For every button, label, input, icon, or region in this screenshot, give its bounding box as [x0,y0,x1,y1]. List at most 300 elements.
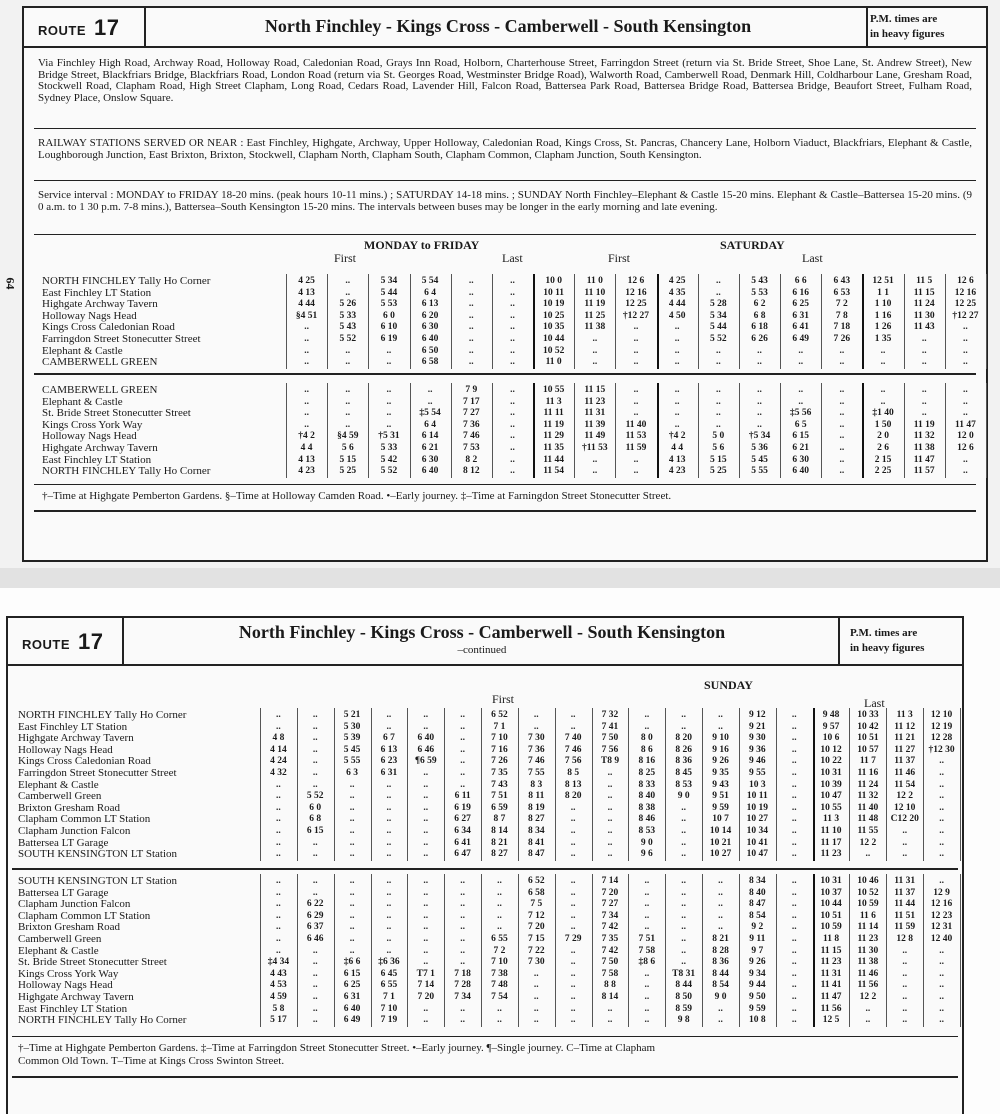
time-cell: .. [939,756,944,767]
time-cell: 12 19 [930,721,953,732]
time-cell: 9 59 [749,1003,766,1014]
time-cell: 11 0 [586,276,603,286]
stop-name: Elephant & Castle [18,778,99,791]
time-cell: 6 40 [343,1003,361,1014]
time-cell: 11 40 [625,419,647,430]
stop-name: Brixton Gresham Road [18,921,121,934]
time-cell: 7 26 [491,756,508,767]
time-cell: 12 9 [933,887,950,898]
time-cell: †5 34 [748,431,771,442]
inbound-times-grid [260,876,960,1028]
time-cell: 6 8 [309,814,322,825]
time-cell: §4 59 [337,431,359,442]
time-cell: 11 44 [894,899,916,910]
time-cell: 11 55 [857,826,879,836]
time-cell: 6 46 [306,934,324,944]
time-cell: .. [533,721,539,732]
time-cell: 7 10 [380,1003,398,1014]
time-cell: .. [349,826,355,836]
time-cell: .. [304,345,309,356]
time-cell: .. [570,876,576,886]
time-cell: .. [839,443,845,453]
time-cell: 8 54 [712,980,729,991]
time-cell: .. [460,721,465,732]
time-cell: .. [386,779,392,790]
time-cell: 5 33 [339,310,357,321]
time-cell: 11 38 [913,443,935,453]
time-cell: 5 45 [343,744,361,755]
stop-name: East Finchley LT Station [18,1002,128,1015]
time-cell: 7 46 [527,756,545,767]
time-cell: 5 53 [380,299,398,310]
time-cell: 11 59 [894,922,916,933]
time-cell: 5 30 [343,721,361,732]
time-cell: .. [276,887,281,898]
time-cell: 10 55 [542,385,565,395]
time-cell: 7 50 [601,957,619,968]
time-cell: 12 6 [957,276,974,286]
time-cell: †11 53 [582,443,608,453]
time-cell: .. [304,357,309,368]
time-cell: 8 36 [675,756,692,767]
time-cell: 8 40 [638,791,656,802]
time-cell: .. [939,945,944,956]
time-cell: 11 6 [859,910,876,921]
time-cell: .. [533,710,539,720]
time-cell: .. [674,334,680,344]
time-cell: .. [718,922,723,933]
divider [12,868,958,870]
time-cell: 7 43 [491,779,508,790]
time-cell: .. [460,957,465,968]
time-cell: 5 17 [270,1015,287,1026]
time-cell: 6 15 [306,826,324,836]
time-cell: 7 46 [564,744,582,755]
stop-name: Brixton Gresham Road [18,801,121,814]
stop-name: St. Bride Street Stonecutter Street [42,407,191,420]
time-cell: 11 23 [857,934,879,944]
column-rule [986,383,987,478]
time-cell: 9 26 [712,756,729,767]
time-cell: 11 54 [543,466,565,477]
time-cell: .. [345,385,351,395]
footnote: †–Time at Highgate Pemberton Gardens. ‡–Time at Farringdon Street Stonecutter Street. •–Early journey. ¶–Single journey. C–Time at Clapham Common Old Town. T–Time at Kings Cross Swinton Street. [18,1042,656,1067]
time-cell: .. [607,1015,613,1026]
mf-heading: MONDAY to FRIDAY [364,238,480,252]
stop-name: SOUTH KENSINGTON LT Station [18,875,178,887]
time-cell: .. [510,357,515,368]
time-cell: 12 6 [957,443,974,453]
time-cell: .. [791,1003,797,1014]
time-cell: †4 2 [298,431,315,442]
time-cell: .. [460,945,465,956]
time-cell: 11 41 [820,980,842,991]
time-cell: 6 58 [421,357,439,368]
time-cell: 6 31 [343,992,361,1002]
time-cell: .. [510,299,515,310]
time-cell: .. [681,957,687,968]
time-cell: 8 44 [712,968,729,979]
time-cell: 8 33 [638,779,656,790]
time-cell: 11 35 [543,443,565,453]
time-cell: 11 27 [894,744,916,755]
time-cell: .. [386,826,392,836]
time-cell: 10 11 [543,287,565,298]
divider [34,128,976,129]
time-cell: .. [349,945,355,956]
time-cell: 12 10 [894,802,916,813]
time-cell: .. [304,396,309,407]
time-cell: 4 23 [668,466,686,477]
time-cell: .. [570,1003,576,1014]
time-cell: .. [839,466,845,477]
time-cell: 4 13 [298,287,315,298]
time-cell: 5 52 [710,334,727,344]
time-cell: .. [570,887,576,898]
time-cell: .. [345,357,351,368]
time-cell: .. [349,849,355,860]
stop-name: Holloway Nags Head [42,430,137,443]
time-cell: 7 14 [417,980,435,991]
time-cell: 7 14 [601,876,619,886]
pm-note: P.M. times are in heavy figures [870,13,945,40]
time-cell: 8 12 [462,466,480,477]
time-cell: T8 31 [672,968,696,979]
time-cell: .. [902,1015,908,1026]
time-cell: .. [423,1003,429,1014]
time-cell: 5 6 [341,443,354,453]
time-cell: .. [592,454,598,465]
time-cell: 12 0 [957,431,974,442]
time-cell: .. [497,876,502,886]
time-cell: 10 33 [857,710,879,720]
time-cell: .. [312,980,318,991]
time-cell: .. [865,1003,871,1014]
time-cell: .. [791,837,797,848]
time-cell: T7 1 [416,968,435,979]
time-cell: ‡4 34 [267,957,290,968]
time-cell: 11 23 [820,957,842,968]
time-cell: .. [386,887,392,898]
time-cell: .. [921,345,927,356]
time-cell: 10 8 [749,1015,766,1026]
time-cell: 10 51 [857,733,879,744]
time-cell: .. [276,945,281,956]
time-cell: 8 6 [640,744,653,755]
time-cell: .. [939,779,944,790]
time-cell: .. [644,887,650,898]
time-cell: 11 30 [913,310,935,321]
stop-name: Clapham Junction Falcon [18,898,131,911]
stop-name: St. Bride Street Stonecutter Street [18,956,167,969]
column-rule [960,874,961,1027]
time-cell: 6 7 [382,733,395,744]
time-cell: 4 44 [298,299,315,310]
time-cell: .. [592,345,598,356]
time-cell: .. [349,791,355,802]
time-cell: 7 50 [601,733,619,744]
time-cell: 6 29 [306,910,324,921]
time-cell: 11 15 [584,385,606,395]
time-cell: 10 59 [820,922,842,933]
time-cell: 11 3 [822,814,840,825]
time-cell: .. [963,466,968,477]
time-cell: .. [570,849,576,860]
time-cell: .. [386,910,392,921]
time-cell: 6 19 [380,334,398,344]
time-cell: .. [674,419,680,430]
time-cell: 10 27 [746,814,769,825]
time-cell: .. [386,791,392,802]
time-cell: .. [633,454,639,465]
time-cell: .. [345,287,351,298]
time-cell: .. [460,934,465,944]
time-cell: 5 44 [380,287,398,298]
time-cell: .. [276,899,281,910]
time-cell: .. [715,357,721,368]
time-cell: .. [460,744,465,755]
time-cell: 6 30 [792,454,809,465]
time-cell: .. [921,396,927,407]
time-cell: 1 16 [874,310,892,321]
time-cell: 11 3 [545,396,562,407]
time-cell: §4 51 [295,310,318,321]
time-cell: 6 16 [792,287,809,298]
time-cell: .. [715,345,721,356]
time-cell: .. [460,779,465,790]
time-cell: .. [468,345,474,356]
time-cell: 9 16 [712,744,729,755]
time-cell: .. [386,934,392,944]
time-cell: 7 41 [601,721,619,732]
time-cell: .. [939,768,944,778]
time-cell: .. [570,957,576,968]
time-cell: .. [607,779,613,790]
sunday-heading: SUNDAY [704,678,753,692]
time-cell: .. [644,876,650,886]
time-cell: .. [592,466,598,477]
time-cell: .. [798,396,804,407]
time-cell: 8 44 [675,980,692,991]
time-cell: 12 40 [930,934,953,944]
time-cell: 11 54 [894,779,916,790]
time-cell: .. [570,1015,576,1026]
time-cell: .. [423,899,429,910]
time-cell: 6 25 [343,980,361,991]
time-cell: 7 35 [601,934,619,944]
time-cell: .. [386,721,392,732]
time-cell: .. [312,945,318,956]
time-cell: 7 42 [601,922,619,933]
time-cell: 7 28 [454,980,471,991]
time-cell: 6 40 [792,466,809,477]
time-cell: .. [607,791,613,802]
time-cell: .. [349,876,355,886]
time-cell: .. [921,408,927,419]
time-cell: .. [510,466,515,477]
time-cell: .. [939,802,944,813]
time-cell: 8 16 [638,756,656,767]
time-cell: 8 25 [638,768,656,778]
time-cell: 10 39 [820,779,842,790]
time-cell: .. [791,968,797,979]
time-cell: .. [839,431,845,442]
time-cell: .. [757,385,762,395]
time-cell: .. [312,744,318,755]
timetable-sheet-2 [6,616,964,1114]
time-cell: .. [570,922,576,933]
time-cell: .. [791,945,797,956]
time-cell: 7 51 [491,791,508,802]
stop-name: East Finchley LT Station [42,286,152,299]
time-cell: 10 12 [820,744,842,755]
time-cell: 9 51 [712,791,729,802]
time-cell: 7 27 [462,408,480,419]
time-cell: 8 46 [638,814,656,825]
divider [34,234,976,235]
time-cell: .. [276,826,281,836]
time-cell: .. [592,334,598,344]
time-cell: .. [839,357,845,368]
time-cell: 7 10 [491,957,508,968]
time-cell: 6 21 [421,443,439,453]
time-cell: 6 40 [421,466,439,477]
time-cell: 12 2 [859,837,877,848]
time-cell: 7 16 [491,744,508,755]
time-cell: T8 9 [600,756,620,767]
time-cell: .. [468,310,474,321]
time-cell: 5 8 [272,1003,285,1014]
time-cell: .. [644,710,650,720]
time-cell: .. [839,345,845,356]
header [24,8,986,48]
time-cell: .. [963,322,968,333]
time-cell: .. [533,992,539,1002]
time-cell: .. [312,876,318,886]
time-cell: 11 3 [896,710,913,720]
time-cell: 7 2 [835,299,848,310]
time-cell: .. [718,1003,723,1014]
stop-name: NORTH FINCHLEY Tally Ho Corner [42,465,211,478]
time-cell: 11 51 [894,910,916,921]
header [8,618,962,666]
time-cell: 5 55 [343,756,361,767]
time-cell: 6 19 [454,802,471,813]
time-cell: 10 22 [820,756,842,767]
time-cell: .. [674,322,680,333]
time-cell: .. [276,721,281,732]
time-cell: .. [865,849,871,860]
time-cell: 4 14 [270,744,287,755]
time-cell: .. [939,826,944,836]
time-cell: .. [963,396,968,407]
time-cell: 7 29 [564,934,582,944]
time-cell: 12 51 [872,276,894,286]
time-cell: .. [718,899,723,910]
header-divider [838,618,840,664]
time-cell: 9 2 [751,922,764,933]
divider [34,510,976,512]
time-cell: 8 2 [465,454,478,465]
time-cell: 8 27 [491,849,508,860]
time-cell: 11 24 [913,299,935,310]
time-cell: 1 26 [874,322,892,333]
time-cell: 6 4 [424,287,437,298]
time-cell: 9 21 [749,721,766,732]
time-cell: 11 59 [625,443,647,453]
time-cell: .. [276,876,281,886]
time-cell: 9 43 [712,779,729,790]
time-cell: 7 56 [601,744,619,755]
time-cell: .. [791,756,797,767]
time-cell: 7 17 [462,396,480,407]
time-cell: .. [839,454,845,465]
time-cell: 6 55 [491,934,508,944]
time-cell: 11 23 [584,396,606,407]
time-cell: 12 16 [930,899,953,910]
time-cell: 2 25 [874,466,892,477]
time-cell: 10 0 [545,276,562,286]
time-cell: 6 47 [454,849,471,860]
stop-name: East Finchley LT Station [18,720,128,733]
time-cell: .. [718,887,723,898]
time-cell: 11 15 [913,287,935,298]
time-cell: 6 10 [380,322,398,333]
time-cell: .. [497,899,502,910]
time-cell: .. [349,887,355,898]
railway-stations-text: RAILWAY STATIONS SERVED OR NEAR : East Finchley, Highgate, Archway, Upper Holloway, Caledonian Road, Kings Cross, St. Pancras, Chancery Lane, Holborn Viaduct, Blackfriars, Elephant & Castle, Loughborough Junction, East Brixton, Brixton, Stockwell, Clapham North, Clapham South, Clapham Common, Clapham Junction, South Kensington. [38,137,972,161]
time-cell: 6 15 [792,431,809,442]
time-cell: .. [681,710,687,720]
time-cell: .. [570,992,576,1002]
time-cell: 5 43 [339,322,357,333]
stop-name: East Finchley LT Station [42,453,152,466]
time-cell: .. [423,802,429,813]
time-cell: 9 48 [822,710,840,720]
time-cell: 5 55 [751,466,768,477]
time-cell: .. [386,396,392,407]
time-cell: 10 31 [820,876,842,886]
time-cell: 6 45 [380,968,398,979]
time-cell: .. [460,710,465,720]
time-cell: 10 25 [542,310,565,321]
time-cell: 12 16 [954,287,977,298]
time-cell: 12 10 [930,710,953,720]
stop-name: Highgate Archway Tavern [42,298,158,311]
time-cell: 6 43 [833,276,851,286]
time-cell: .. [570,721,576,732]
time-cell: .. [791,710,797,720]
time-cell: 7 15 [527,934,545,944]
time-cell: .. [427,396,433,407]
time-cell: .. [939,957,944,968]
time-cell: .. [423,837,429,848]
time-cell: 1 10 [874,299,892,310]
time-cell: 7 2 [493,945,506,956]
time-cell: 6 50 [421,345,439,356]
time-cell: .. [681,910,687,921]
time-cell: 9 55 [749,768,766,778]
page-title: North Finchley - Kings Cross - Camberwell - South Kensington [264,16,752,36]
last-heading: Last [502,251,523,265]
route-label: ROUTE 17 [22,629,104,654]
time-cell: .. [497,922,502,933]
time-cell: .. [791,733,797,744]
time-cell: 10 42 [857,721,879,732]
time-cell: 7 20 [417,992,435,1002]
stop-name: Kings Cross York Way [42,418,143,431]
time-cell: .. [791,826,797,836]
